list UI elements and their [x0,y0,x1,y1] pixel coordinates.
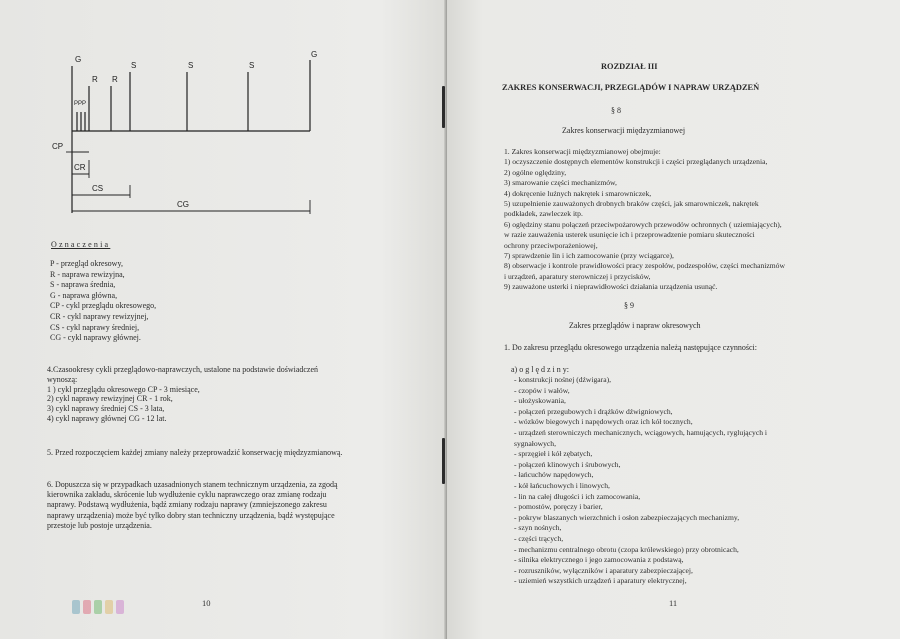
paragraph-9-line: - części trących, [514,534,564,543]
diagram-label-r1: R [92,75,98,84]
diagram-label-cp: CP [52,142,64,151]
paragraph-9-line: - rozruszników, wyłączników i aparatury zabezpieczającej, [514,565,693,575]
paragraph-9-line: - połączeń przegubowych i drążków dźwigniowych, [514,406,673,416]
diagram-label-g-right: G [311,50,318,59]
paragraph-9-line: - szyn nośnych, [514,523,562,533]
paragraph-8-line: 2) ogólne oględziny, [504,167,567,177]
section-6-line: naprawy. Podstawą wydłużenia, bądź zmiany rodzaju naprawy (zmniejszonego zakresu [47,500,327,510]
paragraph-9-line: - łańcuchów napędowych, [514,470,594,480]
paragraph-8-line: 3) smarowanie części mechanizmów, [504,178,617,188]
staple-top [442,86,445,128]
section-4-line: 1 ) cykl przeglądu okresowego CP - 3 miesiące, [47,384,200,394]
left-page [0,0,447,639]
paragraph-8-line: podkładek, zawleczek itp. [504,209,583,219]
diagram-label-g-left: G [75,55,82,64]
paragraph-9-line: - sprzęgieł i kół zębatych, [514,449,593,459]
paragraph-8-line: 8) obserwacje i kontrole prawidłowości pracy zespołów, podzespołów, części mechanizmów [504,261,785,271]
color-stamp [72,600,132,614]
section-4-line: 2) cykl naprawy rewizyjnej CR - 1 rok, [47,394,173,404]
diagram-label-s2: S [188,61,194,70]
paragraph-9-symbol: § 9 [624,301,634,310]
paragraph-9-line: - uziemień wszystkich urządzeń i aparatury elektrycznej, [514,576,687,586]
paragraph-9-line: - pokryw blaszanych wierzchnich i osłon zabezpieczających mechanizmy, [514,512,740,522]
paragraph-9-line: - urządzeń sterowniczych mechanicznych, wciągowych, hamujących, ryglujących i [514,428,768,437]
legend-item: R - naprawa rewizyjna, [50,269,125,279]
diagram-label-ppp: PPP [74,101,87,107]
paragraph-9-line: - konstrukcji nośnej (dźwigara), [514,375,612,384]
section-6-line: kierownika zakładu, skrócenie lub wydłużenie cyklu naprawczego oraz zmianę rodzaju [47,490,327,500]
paragraph-8-line: 5) uzupełnienie zauważonych drobnych braków części, jak smarowniczek, nakrętek [504,199,759,208]
section-4-line: 4.Czasookresy cykli przeglądowo-naprawczych, ustalone na podstawie doświadczeń [47,365,319,374]
chapter-number: ROZDZIAŁ III [601,62,658,71]
section-6-line: naprawy urządzenia) może być tylko dobry stan techniczny urządzenia, bądź występujące [47,510,335,520]
diagram-label-cs: CS [92,184,104,193]
paragraph-9-line: sygnałowych, [514,438,556,448]
paragraph-9-line: - silnika elektrycznego i jego zamocowania z podstawą, [514,555,684,565]
paragraph-8-line: 6) oględziny stanu połączeń przeciwpożarowych przewodów ochronnych ( uziemiających), [504,219,782,229]
legend-item: CG - cykl naprawy głównej. [50,333,141,343]
right-page [447,0,900,639]
paragraph-8-title: Zakres konserwacji międzyzmianowej [562,126,686,135]
section-6-line: 6. Dopuszcza się w przypadkach uzasadnionych stanem technicznym urządzenia, za zgodą [47,480,338,489]
diagram-label-r2: R [112,75,118,84]
paragraph-9-title: Zakres przeglądów i napraw okresowych [569,321,701,330]
paragraph-8-line: 1) oczyszczenie dostępnych elementów konstrukcji i części przeglądanych urządzenia, [504,157,768,167]
section-4-line: wynoszą: [47,374,78,384]
paragraph-9-line: - pomostów, poręczy i barier, [514,502,603,512]
paragraph-8-line: 4) dokręcenie luźnych nakrętek i smarowniczek, [504,188,652,198]
page-number-right: 11 [669,598,678,608]
paragraph-9-line: - mechanizmu centralnego obrotu (czopa królewskiego) przy obrotnicach, [514,544,739,554]
paragraph-8-line: i urządzeń, aparatury sterowniczej i przycisków, [504,271,651,281]
legend-item: G - naprawa główna, [50,290,118,300]
cycle-diagram [0,0,447,240]
legend-title: Oznaczenia [51,240,111,249]
paragraph-9-line: - kół łańcuchowych i linowych, [514,481,610,490]
paragraph-8-line: 7) sprawdzenie lin i ich zamocowanie (przy wciągarce), [504,251,674,260]
paragraph-8-line: w razie zauważenia usterek usunięcie ich i przeprowadzenie pomiaru skuteczności [504,230,755,240]
paragraph-9-a: a) o g l ę d z i n y: [511,365,569,374]
staple-bottom [442,438,445,484]
paragraph-9-line: - wózków biegowych i napędowych oraz ich kół tocznych, [514,417,693,427]
diagram-label-s3: S [249,61,255,70]
legend-item: S - naprawa średnia, [50,280,116,290]
diagram-label-s1: S [131,61,137,70]
chapter-title: ZAKRES KONSERWACJI, PRZEGLĄDÓW I NAPRAW URZĄDZEŃ [502,83,760,92]
diagram-label-cr: CR [74,163,86,172]
paragraph-8-symbol: § 8 [611,106,621,115]
paragraph-9-intro: 1. Do zakresu przeglądu okresowego urządzenia należą następujące czynności: [504,343,757,352]
section-5: 5. Przed rozpoczęciem każdej zmiany należy przeprowadzić konserwację międzyzmianową. [47,448,343,457]
paragraph-8-line: 9) zauważone usterki i nieprawidłowości działania urządzenia usunąć. [504,282,718,292]
diagram-label-cg: CG [177,200,189,209]
page-number-left: 10 [202,598,211,608]
section-6-line: przestoje lub postoje urządzenia. [47,520,152,530]
paragraph-9-line: - lin na całej długości i ich zamocowania, [514,491,641,501]
legend-item: CR - cykl naprawy rewizyjnej, [50,312,149,321]
paragraph-9-line: - czopów i wałów, [514,385,570,395]
paragraph-9-line: - połączeń klinowych i śrubowych, [514,459,621,469]
section-4-line: 4) cykl naprawy głównej CG - 12 lat. [47,414,167,423]
paragraph-9-line: - ułożyskowania, [514,396,566,406]
paragraph-8-line: 1. Zakres konserwacji międzyzmianowej obejmuje: [504,147,661,156]
legend-item: CS - cykl naprawy średniej, [50,322,140,332]
legend-item: P - przegląd okresowy, [50,259,123,268]
paragraph-8-line: ochrony przeciwporażeniowej, [504,240,598,250]
legend-item: CP - cykl przeglądu okresowego, [50,301,157,311]
section-4-line: 3) cykl naprawy średniej CS - 3 lata, [47,404,165,414]
